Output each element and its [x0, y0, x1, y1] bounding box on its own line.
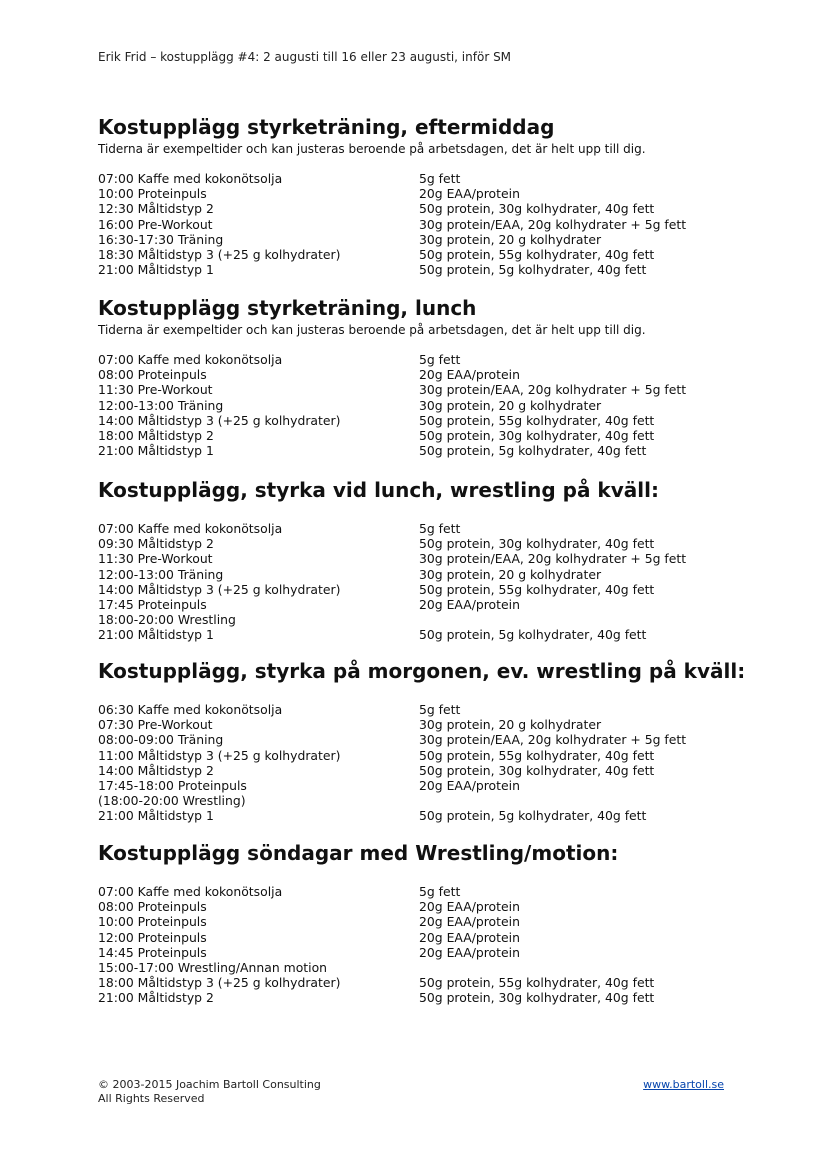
schedule-time-activity: 14:00 Måltidstyp 3 (+25 g kolhydrater) — [98, 412, 341, 428]
schedule-nutrition: 50g protein, 5g kolhydrater, 40g fett — [419, 443, 647, 459]
schedule-nutrition: 50g protein, 5g kolhydrater, 40g fett — [419, 627, 647, 643]
schedule-nutrition: 50g protein, 30g kolhydrater, 40g fett — [419, 762, 655, 778]
schedule-row — [98, 567, 738, 582]
schedule-nutrition: 50g protein, 55g kolhydrater, 40g fett — [419, 412, 655, 428]
schedule-time-activity: 17:45-18:00 Proteinpuls — [98, 778, 247, 794]
schedule-row — [98, 186, 738, 201]
schedule-time-activity: 14:00 Måltidstyp 3 (+25 g kolhydrater) — [98, 581, 341, 597]
schedule-nutrition: 20g EAA/protein — [419, 944, 520, 960]
footer-rights: All Rights Reserved — [98, 1092, 205, 1105]
schedule-row — [98, 612, 738, 627]
schedule-time-activity: 07:00 Kaffe med kokonötsolja — [98, 521, 283, 536]
schedule-row — [98, 217, 738, 232]
schedule-row — [98, 627, 738, 642]
schedule-time-activity: 10:00 Proteinpuls — [98, 186, 207, 202]
schedule-time-activity: 14:45 Proteinpuls — [98, 944, 207, 960]
schedule-nutrition: 30g protein/EAA, 20g kolhydrater + 5g fett — [419, 216, 687, 232]
page-header: Erik Frid – kostupplägg #4: 2 augusti till 16 eller 23 augusti, inför SM — [98, 50, 512, 64]
schedule-row — [98, 930, 738, 945]
section-title: Kostupplägg söndagar med Wrestling/motion: — [98, 841, 619, 865]
schedule-nutrition: 20g EAA/protein — [419, 929, 520, 945]
schedule-time-activity: 21:00 Måltidstyp 1 — [98, 627, 214, 643]
schedule-time-activity: 12:00-13:00 Träning — [98, 397, 224, 413]
schedule-time-activity: (18:00-20:00 Wrestling) — [98, 793, 246, 809]
schedule-row — [98, 247, 738, 262]
schedule-time-activity: 11:00 Måltidstyp 3 (+25 g kolhydrater) — [98, 747, 341, 763]
schedule-time-activity: 17:45 Proteinpuls — [98, 597, 207, 613]
footer-website-link[interactable]: www.bartoll.se — [643, 1078, 724, 1091]
schedule-time-activity: 12:30 Måltidstyp 2 — [98, 201, 214, 217]
schedule-row — [98, 551, 738, 566]
schedule-row — [98, 367, 738, 382]
schedule-row — [98, 382, 738, 397]
schedule-nutrition: 50g protein, 30g kolhydrater, 40g fett — [419, 201, 655, 217]
schedule-time-activity: 07:00 Kaffe med kokonötsolja — [98, 171, 283, 186]
schedule-nutrition: 50g protein, 30g kolhydrater, 40g fett — [419, 990, 655, 1006]
schedule-row — [98, 232, 738, 247]
schedule-time-activity: 18:00 Måltidstyp 3 (+25 g kolhydrater) — [98, 975, 341, 991]
section-note: Tiderna är exempeltider och kan justeras beroende på arbetsdagen, det är helt upp till dig. — [98, 323, 646, 337]
schedule-nutrition: 50g protein, 30g kolhydrater, 40g fett — [419, 536, 655, 552]
schedule-time-activity: 16:00 Pre-Workout — [98, 216, 213, 232]
section-afternoon — [98, 115, 738, 277]
schedule-row — [98, 975, 738, 990]
schedule-row — [98, 717, 738, 732]
schedule-time-activity: 15:00-17:00 Wrestling/Annan motion — [98, 960, 328, 976]
schedule-row — [98, 582, 738, 597]
schedule-time-activity: 16:30-17:30 Träning — [98, 231, 224, 247]
schedule-nutrition: 20g EAA/protein — [419, 186, 520, 202]
section-lunch — [98, 296, 738, 458]
schedule-row — [98, 884, 738, 899]
schedule-time-activity: 18:00 Måltidstyp 2 — [98, 428, 214, 444]
schedule-time-activity: 11:30 Pre-Workout — [98, 382, 213, 398]
schedule-nutrition: 50g protein, 5g kolhydrater, 40g fett — [419, 808, 647, 824]
schedule-row — [98, 914, 738, 929]
schedule-time-activity: 08:00 Proteinpuls — [98, 899, 207, 915]
schedule-list — [98, 171, 738, 277]
footer-copyright: © 2003-2015 Joachim Bartoll Consulting — [98, 1078, 321, 1091]
schedule-nutrition: 30g protein, 20 g kolhydrater — [419, 397, 602, 413]
schedule-nutrition: 50g protein, 30g kolhydrater, 40g fett — [419, 428, 655, 444]
schedule-nutrition: 30g protein/EAA, 20g kolhydrater + 5g fett — [419, 382, 687, 398]
schedule-row — [98, 428, 738, 443]
schedule-row — [98, 990, 738, 1005]
schedule-row — [98, 262, 738, 277]
section-title: Kostupplägg, styrka på morgonen, ev. wrestling på kväll: — [98, 659, 746, 683]
section-lunch-wrestling — [98, 478, 738, 643]
section-title: Kostupplägg styrketräning, eftermiddag — [98, 115, 555, 139]
schedule-nutrition: 5g fett — [419, 171, 461, 186]
schedule-nutrition: 5g fett — [419, 884, 461, 899]
schedule-time-activity: 14:00 Måltidstyp 2 — [98, 762, 214, 778]
schedule-row — [98, 398, 738, 413]
schedule-list — [98, 521, 738, 643]
schedule-nutrition: 30g protein, 20 g kolhydrater — [419, 566, 602, 582]
schedule-nutrition: 50g protein, 5g kolhydrater, 40g fett — [419, 262, 647, 278]
schedule-nutrition: 20g EAA/protein — [419, 778, 520, 794]
schedule-nutrition: 50g protein, 55g kolhydrater, 40g fett — [419, 747, 655, 763]
schedule-nutrition: 20g EAA/protein — [419, 899, 520, 915]
schedule-nutrition: 20g EAA/protein — [419, 597, 520, 613]
footer-copyright-block — [98, 1078, 321, 1106]
schedule-row — [98, 171, 738, 186]
schedule-nutrition: 30g protein, 20 g kolhydrater — [419, 231, 602, 247]
schedule-row — [98, 732, 738, 747]
schedule-time-activity: 21:00 Måltidstyp 1 — [98, 262, 214, 278]
schedule-time-activity: 21:00 Måltidstyp 2 — [98, 990, 214, 1006]
section-sunday — [98, 841, 738, 1006]
schedule-row — [98, 702, 738, 717]
schedule-row — [98, 536, 738, 551]
schedule-time-activity: 07:30 Pre-Workout — [98, 717, 213, 733]
schedule-row — [98, 748, 738, 763]
schedule-nutrition: 20g EAA/protein — [419, 914, 520, 930]
schedule-nutrition: 5g fett — [419, 702, 461, 717]
schedule-row — [98, 597, 738, 612]
schedule-time-activity: 18:30 Måltidstyp 3 (+25 g kolhydrater) — [98, 247, 341, 263]
schedule-row — [98, 521, 738, 536]
section-title: Kostupplägg, styrka vid lunch, wrestling på kväll: — [98, 478, 659, 502]
schedule-row — [98, 201, 738, 216]
schedule-row — [98, 763, 738, 778]
schedule-list — [98, 352, 738, 458]
schedule-time-activity: 10:00 Proteinpuls — [98, 914, 207, 930]
schedule-row — [98, 945, 738, 960]
schedule-nutrition: 50g protein, 55g kolhydrater, 40g fett — [419, 975, 655, 991]
section-morning — [98, 659, 746, 824]
schedule-time-activity: 12:00-13:00 Träning — [98, 566, 224, 582]
schedule-time-activity: 18:00-20:00 Wrestling — [98, 612, 236, 628]
schedule-time-activity: 07:00 Kaffe med kokonötsolja — [98, 884, 283, 899]
schedule-time-activity: 12:00 Proteinpuls — [98, 929, 207, 945]
schedule-nutrition: 30g protein/EAA, 20g kolhydrater + 5g fett — [419, 551, 687, 567]
schedule-list — [98, 884, 738, 1006]
schedule-time-activity: 07:00 Kaffe med kokonötsolja — [98, 352, 283, 367]
schedule-time-activity: 08:00-09:00 Träning — [98, 732, 224, 748]
schedule-nutrition: 50g protein, 55g kolhydrater, 40g fett — [419, 581, 655, 597]
schedule-nutrition: 5g fett — [419, 521, 461, 536]
section-title: Kostupplägg styrketräning, lunch — [98, 296, 477, 320]
schedule-time-activity: 11:30 Pre-Workout — [98, 551, 213, 567]
schedule-nutrition: 5g fett — [419, 352, 461, 367]
schedule-time-activity: 21:00 Måltidstyp 1 — [98, 808, 214, 824]
schedule-row — [98, 793, 738, 808]
schedule-nutrition: 30g protein, 20 g kolhydrater — [419, 717, 602, 733]
schedule-list — [98, 702, 738, 824]
schedule-time-activity: 06:30 Kaffe med kokonötsolja — [98, 702, 283, 717]
schedule-row — [98, 443, 738, 458]
schedule-row — [98, 778, 738, 793]
schedule-time-activity: 21:00 Måltidstyp 1 — [98, 443, 214, 459]
schedule-row — [98, 899, 738, 914]
schedule-row — [98, 960, 738, 975]
schedule-time-activity: 08:00 Proteinpuls — [98, 367, 207, 383]
schedule-nutrition: 50g protein, 55g kolhydrater, 40g fett — [419, 247, 655, 263]
schedule-row — [98, 413, 738, 428]
schedule-row — [98, 808, 738, 823]
section-note: Tiderna är exempeltider och kan justeras beroende på arbetsdagen, det är helt upp till dig. — [98, 142, 646, 156]
schedule-time-activity: 09:30 Måltidstyp 2 — [98, 536, 214, 552]
schedule-nutrition: 20g EAA/protein — [419, 367, 520, 383]
schedule-nutrition: 30g protein/EAA, 20g kolhydrater + 5g fett — [419, 732, 687, 748]
schedule-row — [98, 352, 738, 367]
